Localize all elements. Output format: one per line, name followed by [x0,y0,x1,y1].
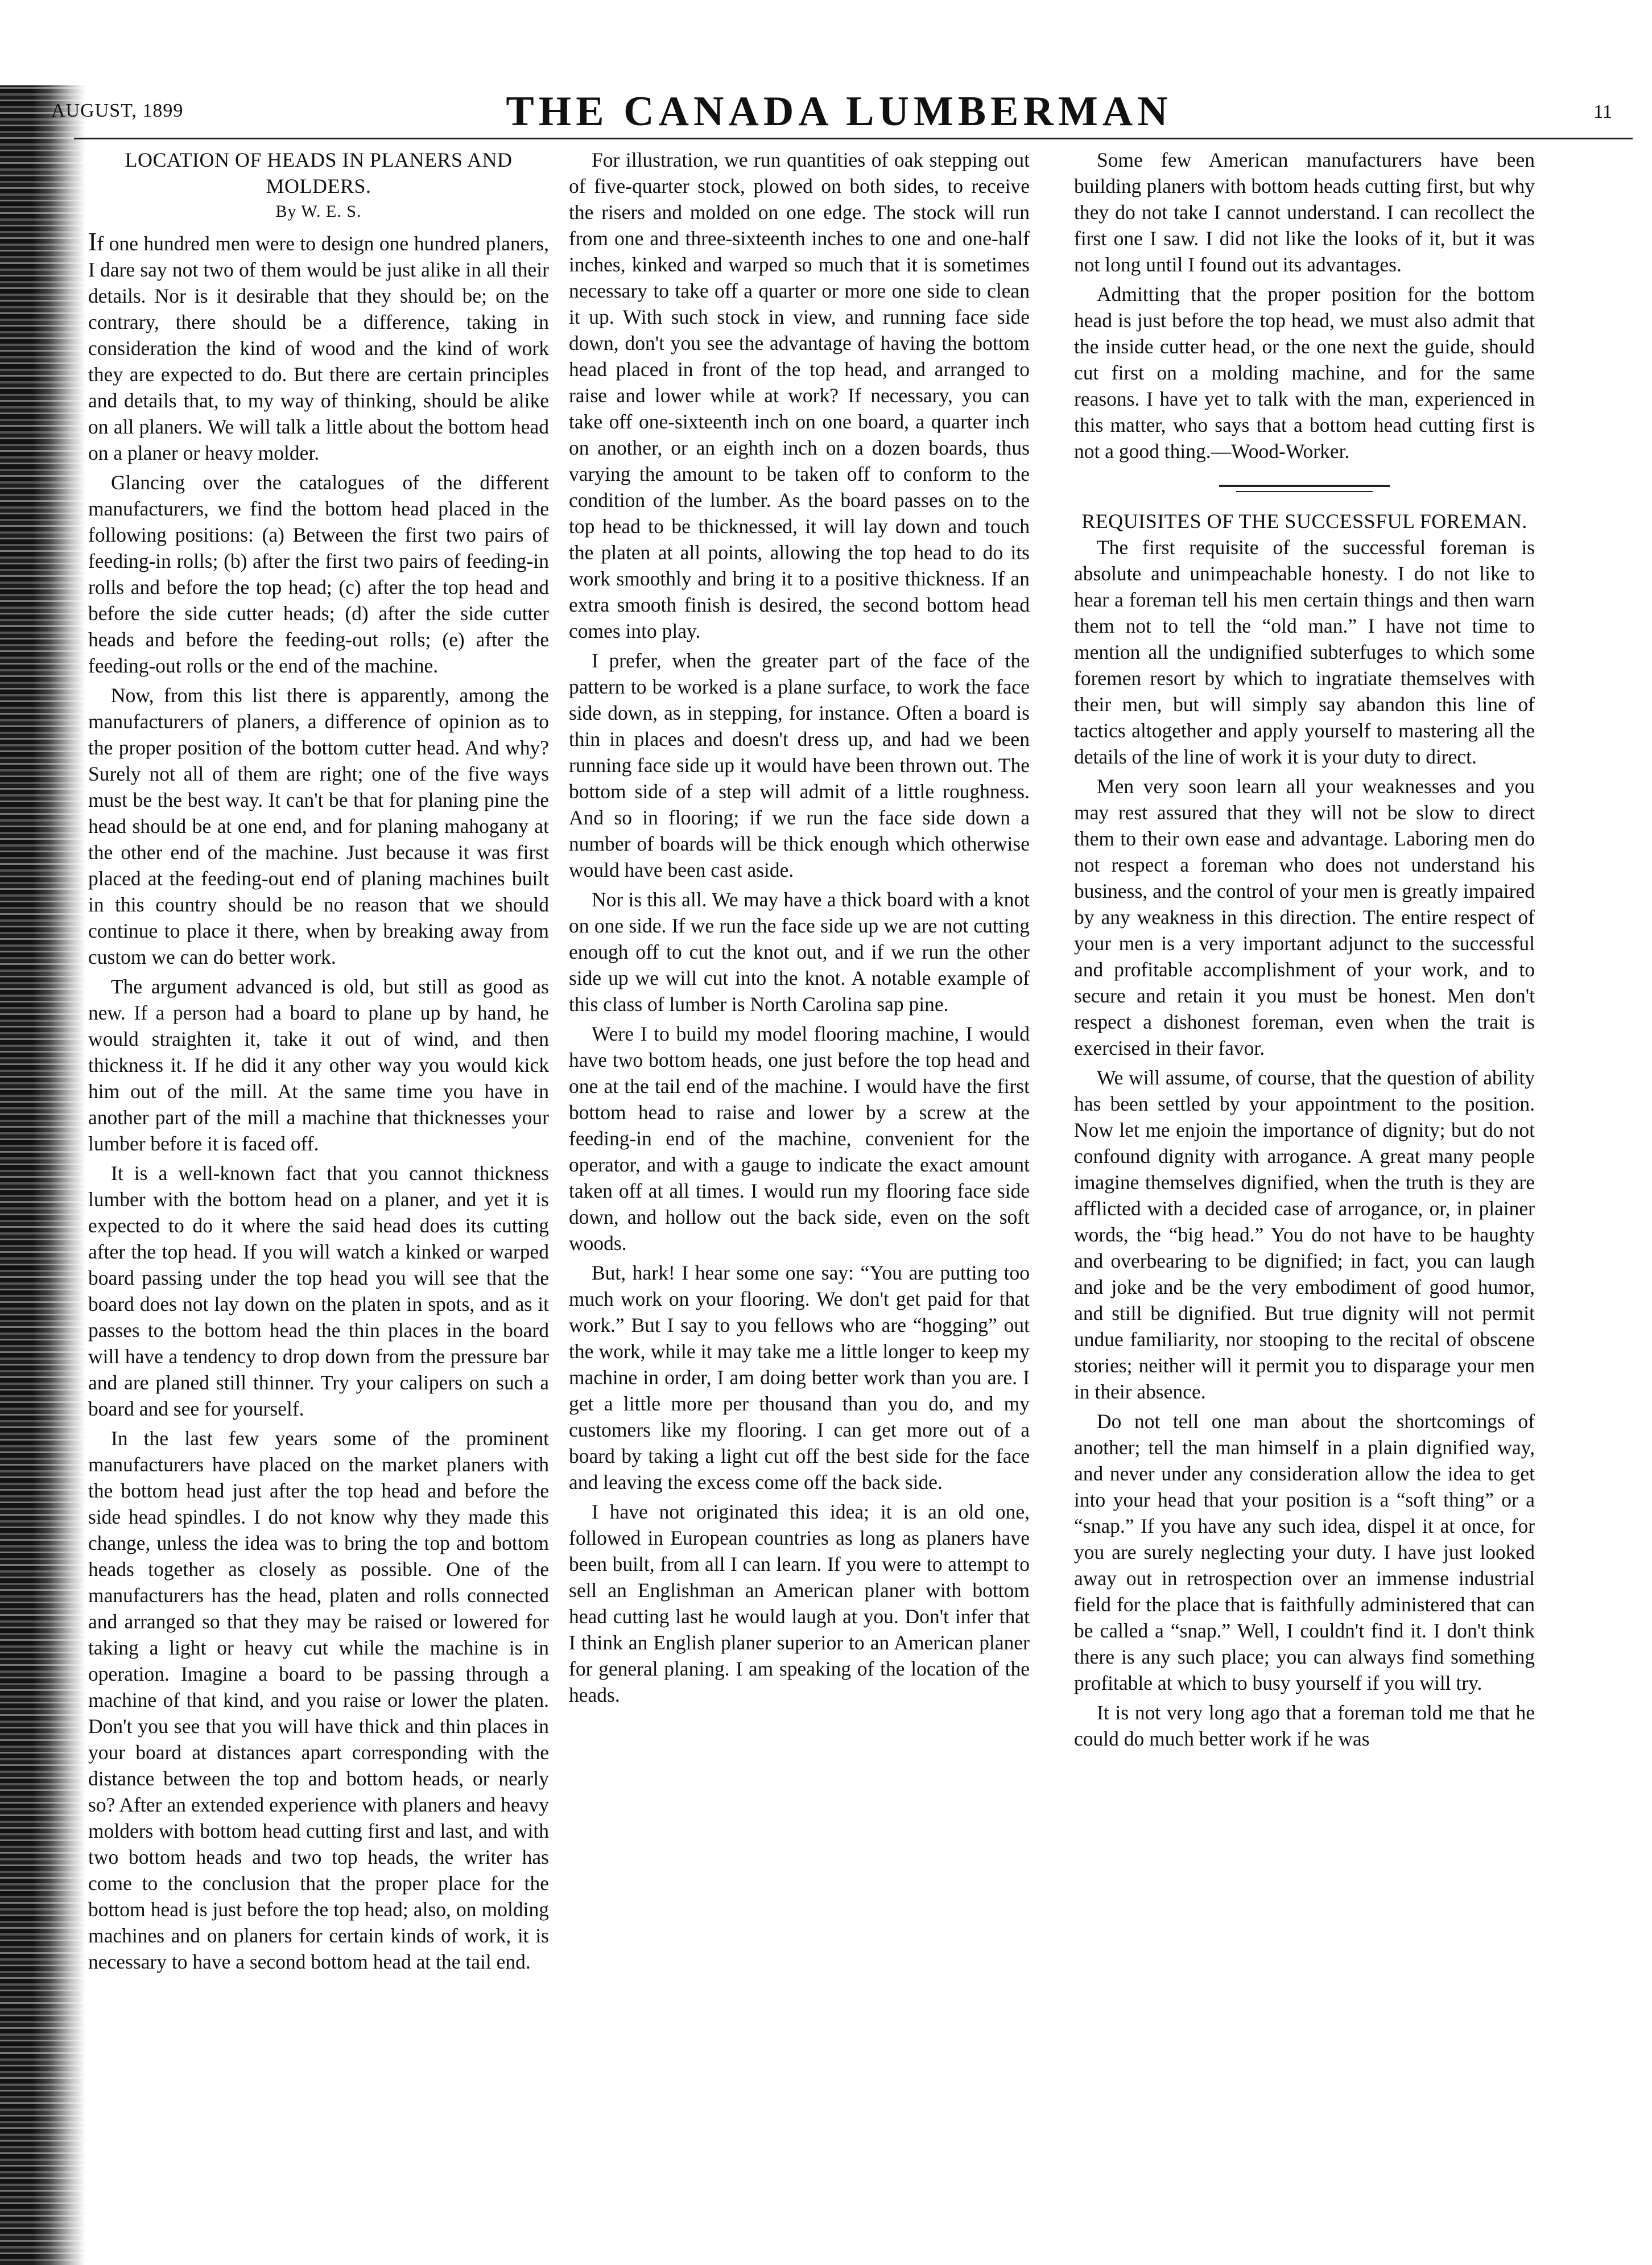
article-paragraph: I prefer, when the greater part of the face of the pattern to be worked is a plane surface, to work the face side down, as in stepping, for instance. Often a board is thin in places and doesn't dress up, and had we been running face side up it would have been thrown out. The bottom side of a step will admit of a little roughness. And so in flooring; if we run the face side down a number of boards will be thick enough which otherwise would have been cast aside. [569,649,1030,881]
article-paragraph: Men very soon learn all your weaknesses and you may rest assured that they will not be slow to direct them to their own ease and advantage. Laboring men do not respect a foreman who does not understand his business, and the control of your men is greatly impaired by any weakness in this direction. The entire respect of your men is a very important adjunct to the successful and profitable accomplishment of your work, and to secure and retain it you must be honest. Men don't respect a dishonest foreman, even when the trait is exercised in their favor. [1074,775,1535,1059]
article-divider [1219,485,1390,492]
article-paragraph: It is a well-known fact that you cannot thickness lumber with the bottom head on a planer, and yet it is expected to do it where the said head does its cutting after the top head. If you will watch a kinked or warped board passing under the top head you will see that the board does not lay down on the platen in spots, and as it passes to the bottom head the thin places in the board will have a tendency to drop down from the pressure bar and are planed still thinner. Try your calipers on such a board and see for yourself. [88,1162,549,1420]
article-title-foreman: REQUISITES OF THE SUCCESSFUL FOREMAN. [1081,510,1527,533]
newspaper-title: THE CANADA LUMBERMAN [506,88,1172,135]
article-byline: By W. E. S. [275,202,362,221]
article-paragraph: Nor is this all. We may have a thick board with a knot on one side. If we run the face side up we are not cutting enough off to cut the knot out, and if we run the other side up we will cut into the knot. A notable example of this class of lumber is North Carolina sap pine. [569,888,1030,1016]
column-2 [569,147,1030,2229]
article-paragraph: For illustration, we run quantities of oak stepping out of five-quarter stock, plowed on both sides, to receive the risers and molded on one edge. The stock will run from one and three-sixteenth inches to one and one-half inches, kinked and warped so much that it is sometimes necessary to take off a quarter or more one side to clean it up. With such stock in view, and running face side down, don't you see the advantage of having the bottom head placed in front of the top head, and arranged to raise and lower while at work? If necessary, you can take off one-sixteenth inch on one board, a quarter inch on another, or an eighth inch on a dozen boards, thus varying the amount to be taken off to conform to the condition of the lumber. As the board passes on to the top head to be thicknessed, it will lay down and touch the platen at all points, allowing the top head to do its work smoothly and bring it to a positive thickness. If an extra smooth finish is desired, the second bottom head comes into play. [569,148,1030,642]
article-title-planers: LOCATION OF HEADS IN PLANERS AND MOLDERS. [125,148,513,197]
article-paragraph: In the last few years some of the prominent manufacturers have placed on the market planers with the bottom head just after the top head and before the side head spindles. I do not know why they made this change, unless the idea was to bring the top and bottom heads together as closely as possible. One of the manufacturers has the head, platen and rolls connected and arranged so that they may be raised or lowered for taking a light or heavy cut while the machine is in operation. Imagine a board to be passing through a machine of that kind, and you raise or lower the platen. Don't you see that you will have thick and thin places in your board at distances apart corresponding with the distance between the top and bottom heads, or nearly so? After an extended experience with planers and heavy molders with bottom head cutting first and last, and with two bottom heads and two top heads, the writer has come to the conclusion that the proper place for the bottom head is just before the top head; also, on molding machines and on planers for certain kinds of work, it is necessary to have a second bottom head at the tail end. [88,1427,549,1973]
article-paragraph: Glancing over the catalogues of the different manufacturers, we find the bottom head placed in the following positions: (a) Between the first two pairs of feeding-in rolls; (b) after the first two pairs of feeding-in rolls and before the top head; (c) after the top head and before the side cutter heads; (d) after the side cutter heads and before the feeding-out rolls; (e) after the feeding-out rolls or the end of the machine. [88,471,549,677]
article-paragraph: Some few American manufacturers have been building planers with bottom heads cutting first, but why they do not take I cannot understand. I can recollect the first one I saw. I did not like the looks of it, but it was not long until I found out its advantages. [1074,148,1535,276]
article-paragraph: If one hundred men were to design one hundred planers, I dare say not two of them would be just alike in all their details. Nor is it desirable that they should be; on the contrary, there should be a difference, taking in consideration the kind of wood and the kind of work they are expected to do. But there are certain principles and details that, to my way of thinking, should be alike on all planers. We will talk a little about the bottom head on a planer or heavy molder. [88,227,549,464]
article-paragraph: It is not very long ago that a foreman told me that he could do much better work if he was [1074,1701,1535,1750]
page-number: 11 [1593,101,1612,122]
column-3 [1074,147,1535,2229]
masthead-rule [74,138,1633,139]
article-paragraph: We will assume, of course, that the question of ability has been settled by your appointment to the position. Now let me enjoin the importance of dignity; but do not confound dignity with arrogance. A great many people imagine themselves dignified, when the truth is they are afflicted with a decided case of arrogance, or, in plainer words, the “big head.” You do not have to be haughty and overbearing to be dignified; in fact, you can laugh and joke and be the very embodiment of good humor, and still be dignified. But true dignity will not permit undue familiarity, nor stooping to the recital of obscene stories; neither will it permit you to disparage your men in their absence. [1074,1066,1535,1403]
article-paragraph: But, hark! I hear some one say: “You are putting too much work on your flooring. We don't get paid for that work.” But I say to you fellows who are “hogging” out the work, while it may take me a little longer to keep my machine in order, I am doing better work than you are. I get a little more per thousand than you do, and my customers like my flooring. I can get more out of a board by taking a light cut off the best side for the face and leaving the excess come off the back side. [569,1261,1030,1494]
column-1 [88,147,549,2229]
article-paragraph: I have not originated this idea; it is an old one, followed in European countries as long as planers have been built, from all I can learn. If you were to attempt to sell an Englishman an American planer with bottom head cutting last he would laugh at you. Don't infer that I think an English planer superior to an American planer for general planing. I am speaking of the location of the heads. [569,1500,1030,1706]
issue-date: AUGUST, 1899 [51,100,184,121]
article-paragraph: The argument advanced is old, but still as good as new. If a person had a board to plane up by hand, he would straighten it, take it out of wind, and then thickness it. If he did it any other way you would kick him out of the mill. At the same time you have in another part of the mill a machine that thicknesses your lumber before it is faced off. [88,975,549,1155]
article-paragraph: Do not tell one man about the shortcomings of another; tell the man himself in a plain dignified way, and never under any consideration allow the idea to get into your head that your position is a “soft thing” or a “snap.” If you have any such idea, dispel it at once, for you are surely neglecting your duty. I have just looked away out in retrospection over an immense industrial field for the place that is faithfully administered that can be called a “snap.” Well, I couldn't find it. I don't think there is any such place; you can always find something profitable at which to busy yourself if you will try. [1074,1410,1535,1694]
article-paragraph: The first requisite of the successful foreman is absolute and unimpeachable honesty. I do not like to hear a foreman tell his men certain things and then warn them not to tell the “old man.” I have not time to mention all the undignified subterfuges to which some foremen resort by which to ingratiate themselves with their men, but will simply say abandon this line of tactics altogether and apply yourself to mastering all the details of the line of work it is your duty to direct. [1074,536,1535,768]
binding-edge-shadow [0,85,85,2265]
masthead [46,85,1633,135]
article-paragraph: Admitting that the proper position for the bottom head is just before the top head, we must also admit that the inside cutter head, or the one next the guide, should cut first on a molding machine, and for the same reasons. I have yet to talk with the man, experienced in this matter, who says that a bottom head cutting first is not a good thing.—Wood-Worker. [1074,283,1535,463]
article-paragraph: Now, from this list there is apparently, among the manufacturers of planers, a difference of opinion as to the proper position of the bottom cutter head. And why? Surely not all of them are right; one of the five ways must be the best way. It can't be that for planing pine the head should be at one end, and for planing mahogany at the other end of the machine. Just because it was first placed at the feeding-out end of planing machines built in this country should be no reason that we should continue to place it there, when by breaking away from custom we can do better work. [88,684,549,968]
article-paragraph: Were I to build my model flooring machine, I would have two bottom heads, one just before the top head and one at the tail end of the machine. I would have the first bottom head to raise and lower by a screw at the feeding-in end of the machine, convenient for the operator, and with a gauge to indicate the exact amount taken off at all times. I would run my flooring face side down, and hollow out the back side, even on the soft woods. [569,1022,1030,1255]
